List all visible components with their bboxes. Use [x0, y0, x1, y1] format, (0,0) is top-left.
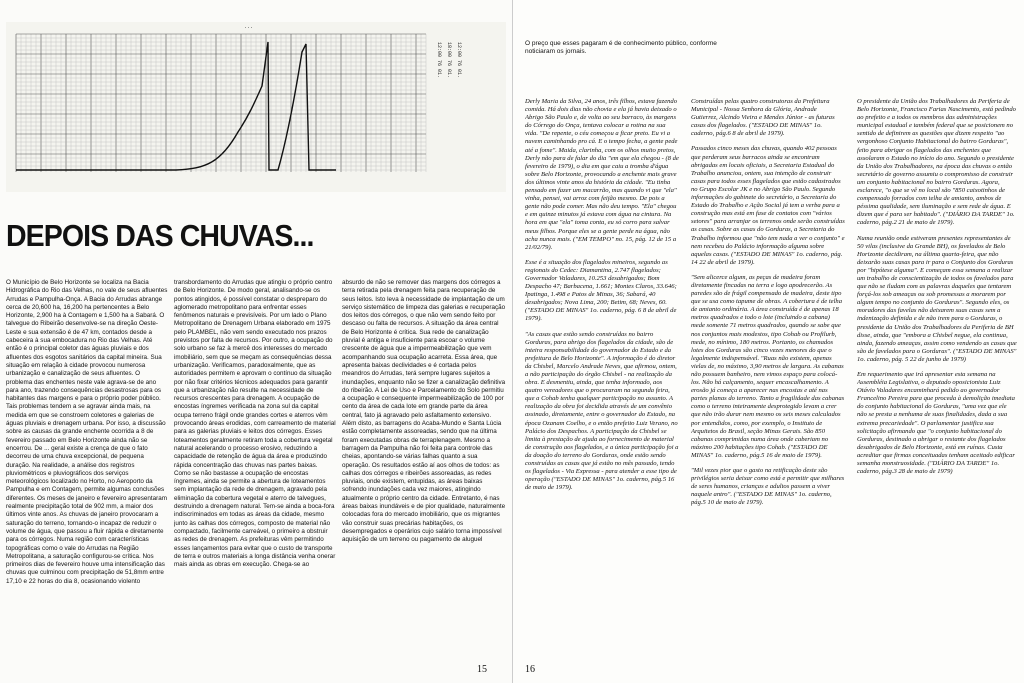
- clipping: "Sem alicerce algum, as peças de madeira foram diretamente fincadas na terra e logo apodrecerão. As paredes são de frágil compensado de madeira, deste tipo que se usa como tapume de obras. A cobertura é de telha de amianto ordinária. A área construída é de apenas 18 metros quadrados e todo o lote (incluindo a cabana) mede somente 71 metros quadrados, quando se sabe que nos conjuntos mais modestos, tipo Cohab ou Profilurb, mede, no mínimo, 180 metros. Portanto, os chamados lotes dos Gorduras são cinco vezes menores do que o legalmente indispensável. "Ruas não existem, apenas vielas de, no máximo, 3,90 metros de largura. As cabanas não possuem banheiro, nem vimos espaço para colocá-los. Não há calçamento, sequer encascalhamento. A erosão já começa a aparecer nas encostas e até nas partes planas do terreno. Tanto a fragilidade das cabanas como o terreno inteiramente desprotegido levam a crer que não irão durar nem mesmo os seis meses calculados por entendidos, como, por exemplo, o Instituto de Arquitetos do Brasil, seção Minas Gerais. São 850 cabanas comprimidas numa área onde caberiam no máximo 200 habitações tipo Cohab. ("ESTADO DE MINAS" 1o. caderno, pág.5 16 de maio de 1979).: [691, 273, 845, 459]
- clipping: Em requerimento que irá apresentar esta semana na Assembléia Legislativa, o deputado oposicionista Luiz Otávio Valadares encaminhará pedido ao governador Francelino Pereira para que proceda à demolição imediata do conjunto habitacional do Gorduras, "uma vez que ele não se presta a nenhuma de suas finalidades, dada a sua extrema precariedade". O parlamentar justifica sua solicitação afirmando que "o conjunto habitacional do Gorduras, destinado a abrigar o restante dos flagelados desabrigados de Belo Horizonte, está em ruínas. Custa acreditar que firmas conceituadas tenham aceitado edificar semanha monstruosidade. ("DIÁRIO DA TARDE" 1o. caderno, pág.3 28 de maio de 1979): [857, 371, 1015, 476]
- page-number: 15: [477, 664, 487, 675]
- clipping: Esse é a situação dos flagelados mineiros, segundo as regionais do Cedec: Diamantina, 2.747 flagelados; Governador Valadares, 10.253 desabrigados; Bom Despacho 47; Barbacena, 1.661; Montes Claros, 33.646; Ipatinga, 1.498 e Patos de Minas, 36; Sabará, 40 desabrigados; Nova Lima, 200; Betim, 68; Neves, 60. ("ESTADO DE MINAS" 1o. caderno, pág. 6 8 de abril de 1979).: [525, 258, 677, 323]
- clippings-column-3: [857, 98, 1017, 663]
- readout-line: 12:00 76 01.: [436, 42, 442, 79]
- pluviograph-chart: [6, 22, 506, 192]
- column-text: O Município de Belo Horizonte se localiza na Bacia Hidrográfica do Rio das Velhas, no vale de seus afluentes Arrudas e Pampulha-Onça. A Bacia do Arrudas abrange cerca de 20,600 ha, 16,200 ha pertencentes a Belo Horizonte, 2,900 ha à Contagem e 1,500 ha a Sabará. O talvegue do Ribeirão desenvolve-se na direção Oeste-Leste e sua extensão é de 47 km, contados desde a cabeceira à sua embocadura no Rio das Velhas. Até então é o principal coletor das águas pluviais e dos afluentes dos esgotos sanitários da capital mineira. Sua situação em relação à cidade provocou numerosa urbanização e canalização de seus afluentes. O problema das enchentes neste vale agrava-se de ano para ano, trazendo consequências desastrosas para os habitantes das margens e para o próprio poder público. Tais problemas tendem a se agravar ainda mais, na medida em que se constroem coletores e galerias de águas pluviais e drenagem urbana. Por isso, a discussão sobre as causas da grande enchente ocorrida a 8 de fevereiro passado em Belo Horizonte ainda não se encerrou. De ... geral existe a crença de que o fato decorreu de uma chuva excepcional, de pequena duração. Na realidade, a análise dos registros pluviométricos e pluviográficos dos serviços meteorológicos localizado no Horto, no Aeroporto da Pampulha e em Contagem, permite algumas conclusões diferentes. Os meses de janeiro e fevereiro apresentaram realmente precipitação total de 902 mm, a maior dos últimos vinte anos. As chuvas de janeiro provocaram a saturação do terreno, tornando-o incapaz de reduzir o volume de água, que passou a fluir rápida e diretamente para os córregos. Numa região com características topográficas como o vale do Arrudas na Região Metropolitana, a saturação configurou-se crítica. Nos primeiros dias de fevereiro houve uma intensificação das chuvas que culminou com precipitação de 51,8mm entre 17,10 e 22 horas do dia 8, ocasionando violento: [6, 279, 168, 585]
- article-column-3: [342, 279, 506, 677]
- readout-line: 18:00 76 01.: [446, 42, 452, 79]
- readout-line: 12:00 76 01.: [456, 42, 462, 79]
- chart-top-label: ...: [244, 24, 254, 30]
- clipping: Passados cinco meses das chuvas, quando 402 pessoas que perderam seus barracos ainda se encontram abrigadas em locais oficiais, a Secretaria Estadual do Trabalho anunciou, ontem, sua intenção de construir casas para todos esses flagelados que estão cadastrados no Grupo Escolar JK e no Abrigo São Paulo. Segundo informações do gabinete do secretário, a Secretaria do Estado do Trabalho e Ação Social já tem a verba para a construção mas está em fase de contatos com "vários setores" para arranjar os terrenos onde serão construídas as casas. Sobre as casas do Gorduras, a Secretaria do Trabalho informou que "não tem nada a ver o conjunto" e nem recebeu do Palácio informação alguma sobre aquelas casas. ("ESTADO DE MINAS" 1o. caderno, pág. 14 22 de abril de 1979).: [691, 145, 845, 266]
- column-text: absurdo de não se remover das margens dos córregos a terra retirada pela drenagem feita para recuperação de seus leitos. Isto leva à necessidade de implantação de um serviço sistemático de limpeza das galerias e recuperação dos leitos dos córregos, o que não vem sendo feito por descaso ou falta de recursos. A situação da área central de Belo Horizonte é crítica. Sua rede de canalização pluvial é antiga e insuficiente para escoar o volume crescente de água que a impermeabilização que vem acompanhando sua ocupação acarreta. Essa área, que apresenta baixas declividades e é cortada pelos meandros do Arrudas, terá sempre lugares sujeitos a inundações, enquanto não se fizer a canalização definitiva do ribeirão. A Lei de Uso e Parcelamento do Solo permitiu a ocupação e consequente impermeabilização de 100 por cento da área de cada lote em grande parte da área central, fato já agravado pelo asfaltamento extensivo. Além disto, as barragens do Acaba-Mundo e Santa Lúcia estão completamente assoreadas, sendo que na última foram executadas obras de terraplenagem. Mesmo a barragem da Pampulha não foi feita para controle das cheias, apontando-se várias falhas quanto a sua operação. Os resultados estão aí aos olhos de todos: as calhas dos córregos e ribeirões assoreadas, as redes pluviais, onde existem, entupidas, as áreas baixas sofrendo inundações cada vez maiores, atingindo atualmente o próprio centro da cidade. Entretanto, é nas áreas baixas inundáveis e de pior qualidade, naturalmente colocadas fora do mercado imobiliário, que os migrantes vão construir suas precárias habitações, os desempregados e operários cujo salário torna impossível aquisição de um terreno ou pagamento de aluguel: [342, 279, 506, 544]
- clipping: O presidente da União dos Trabalhadores da Periferia de Belo Horizonte, Francisco Farias Nascimento, está pedindo ao prefeito e a todos os membros das administrações municipal estadual e também federal que se posicionem no sentido de definirem as questões que dizem respeito "ao vergonhoso Conjunto Habitacional do bairro Gorduras", feito para abrigar os flagelados das enchentes que assolaram o Estado no início do ano. Segundo o presidente da União dos Trabalhadores, na época das chuvas o então secretário de governo assumiu o compromisso de construir um conjunto habitacional no bairro Gorduras. Agora, esclarece, "o que se vê no local são "850 caixotinhos de compensado forrados com telha de amianto, ambos de péssima qualidade, sem iluminação e sem rede de água. E dizem que é para ser habitado". ("DIÁRIO DA TARDE" 1o. caderno, pág.2 21 de maio de 1979).: [857, 98, 1016, 227]
- clippings-column-1: [525, 98, 679, 663]
- article-column-2: [174, 279, 336, 677]
- clippings-column-2: [691, 98, 845, 663]
- intro-text: O preço que esses pagaram é de conhecimento público, conforme noticiaram os jornais.: [525, 40, 717, 55]
- article-headline: DEPOIS DAS CHUVAS...: [6, 218, 314, 253]
- clipping: "As casas que estão sendo construídas no bairro Gorduras, para abrigo dos flagelados da cidade, são de inteira responsabilidade do governador do Estado e da prefeitura de Belo Horizonte". A informação é do diretor da Chisbel, Marcelo Andrade Neves, que afirmou, ontem, a não participação do órgão Chisbel - na realização da obra. E desmentiu, ainda, que tenha informado, aos quatro vereadores que o procuraram na segunda feira, que a Cohab tenha qualquer participação no assunto. A realização da obra foi decidida através de um convênio assinado, diretamente, entre o governador do Estado, na época Ozanam Coelho, e o então prefeito Luiz Verano, no Palácio dos Despachos. A participação da Chisbel se limita à prestação de ajuda ao fornecimento de material de construção aos flagelados, e a única participação foi a da doação do terreno do Gorduras, onde estão sendo construídas as casas que já estão no mês passado, tendo os flagelados - Via Expressa - para atender a esse tipo de operação ("ESTADO DE MINAS" 1o. caderno, pág.5 16 de maio de 1979).: [525, 330, 679, 492]
- article-column-1: [6, 279, 168, 677]
- right-page: [512, 0, 1024, 683]
- chart-readout: [436, 42, 462, 78]
- clipping: "Mil vezes pior que o gasto na retificação deste são privilégios seria deixar como está e permitir que milhares de seres humanos, crianças e adultos passem a viver naquele antro". ("ESTADO DE MINAS" 1o. caderno, pág.5 10 de maio de 1979).: [691, 467, 845, 507]
- column-text: transbordamento do Arrudas que atingiu o próprio centro de Belo Horizonte. De modo geral, analisando-se os pontos atingidos, é possível constatar o despreparo do aglomerado metropolitano para enfrentar esses fenômenos naturais e previsíveis. Por um lado o Plano Metropolitano de Drenagem Urbana elaborado em 1975 pelo PLAMBEL, não vem sendo executado nos prazos previstos por falta de recursos. Por outro, a ocupação do solo urbano se faz à mercê dos interesses do mercado imobiliário, sem que se meçam as consequências dessa urbanização. Verificamos, paradoxalmente, que as autoridades permitem e aprovam o contínuo da situação por não fixar critérios técnicos adequados para garantir que a urbanização não resulte na necessidade de recursos crescentes para drenagem. A ocupação de encostas íngremes verificada na zona sul da capital ocupa terreno frágil onde grandes cortes e aterros vêm provocando áreas erodidas, com carreamento de material para as galerias pluviais e leitos dos córregos. Esses loteamentos geralmente retiram toda a cobertura vegetal natural acelerando o processo erosivo, reduzindo a capacidade de retenção de água da área e produzindo rápida concentração das chuvas nas partes baixas. Como se não bastasse a ocupação de encostas íngremes, ainda se permite a abertura de loteamentos sem implantação da rede de drenagem, agravado pela eliminação da cobertura vegetal e aterro de talvegues, destruindo a drenagem natural. Tem-se ainda a boca-fora indiscriminados em todas as áreas da cidade, mesmo junto às calhas dos córregos, composto de material não compactado, facilmente carreável, o primeiro a obstruir as redes de drenagem. As prefeituras vêm permitindo esses lançamentos para evitar que o custo de transporte de terra e outros materiais a longa distância venha onerar mais ainda as obras em execução. Chega-se ao: [174, 279, 336, 569]
- clipping: Construídas pelas quatro construtoras da Prefeitura Municipal - Nossa Senhora da Glória, Andrade Gutierrez, Alcindo Vieira e Mendes Júnior - as futuras casas dos flagelados. ("ESTADO DE MINAS" 1o. caderno, pág.6 8 de abril de 1979).: [691, 98, 835, 138]
- clipping: Derly Maria da Silva, 24 anos, três filhos, estava fazendo comida. Há dois dias não chovia e ela já havia deixado o Abrigo São Paulo e, de volta ao seu barraco, às margens do Córrego do Onça, tentava colocar a rotina na sua vida. "De repente, o céu começou a ficar preto. Eu vi a nuvem caminhando pro cá. E o tempo fecha, a gente pede até a fome". Maida, clarinha, com os olhos muito pretos, Derly não para de falar do dia "em que ela chegou - (8 de fevereiro de 1979), o dia em que caiu a tromba d'água sobre Belo Horizonte, provocando a enchente mais grave dos últimos vinte anos da história da cidade. "Eu tinha pensado em fazer um macarrão, mas quando vi que "ela" vinha, pensei, vai arroz com feijão mesmo. De pois a gente não pode comer. Mas não deu tempo. "Ela" chegou e em quinze minutos já estava com água na cintura. Na hora em que "ela" toma conta, eu só corro para salvar meus filhos. Porque eles se a gente perde na água, não acha nunca mais. ("EM TEMPO" no. 15, pág. 12 de 15 a 21/02/79).: [525, 98, 679, 251]
- page-number: 16: [525, 664, 535, 675]
- clipping: Numa reunião onde estiveram presentes representantes de 50 vilas (inclusive da Grande BH), os favelados de Belo Horizonte decidiram, na última quarta-feira, que não deixarão suas casas para ir para o Conjunto dos Gorduras por "hipótese alguma". E começam essa semana a realizar um trabalho de conscientização de todos os favelados para que não se iludam com as palavras daqueles que tentarem forçá-los sob ameaças ou sob promessas a morarem por algum tempo no conjunto do Gorduras". Segundo eles, os moradores das favelas não deixarem suas casas sem a indenização definida e de não irem para o Gorduras, o presidente da União dos Trabalhadores da Periferia de BH disse, ainda, que "embora a Chisbel negue, ela continua, ainda, fazendo ameaças, assim como vendendo as casas que são de favelados para o Gorduras". ("ESTADO DE MINAS" 1o. caderno, pág. 5 22 de junho de 1979): [857, 234, 1017, 363]
